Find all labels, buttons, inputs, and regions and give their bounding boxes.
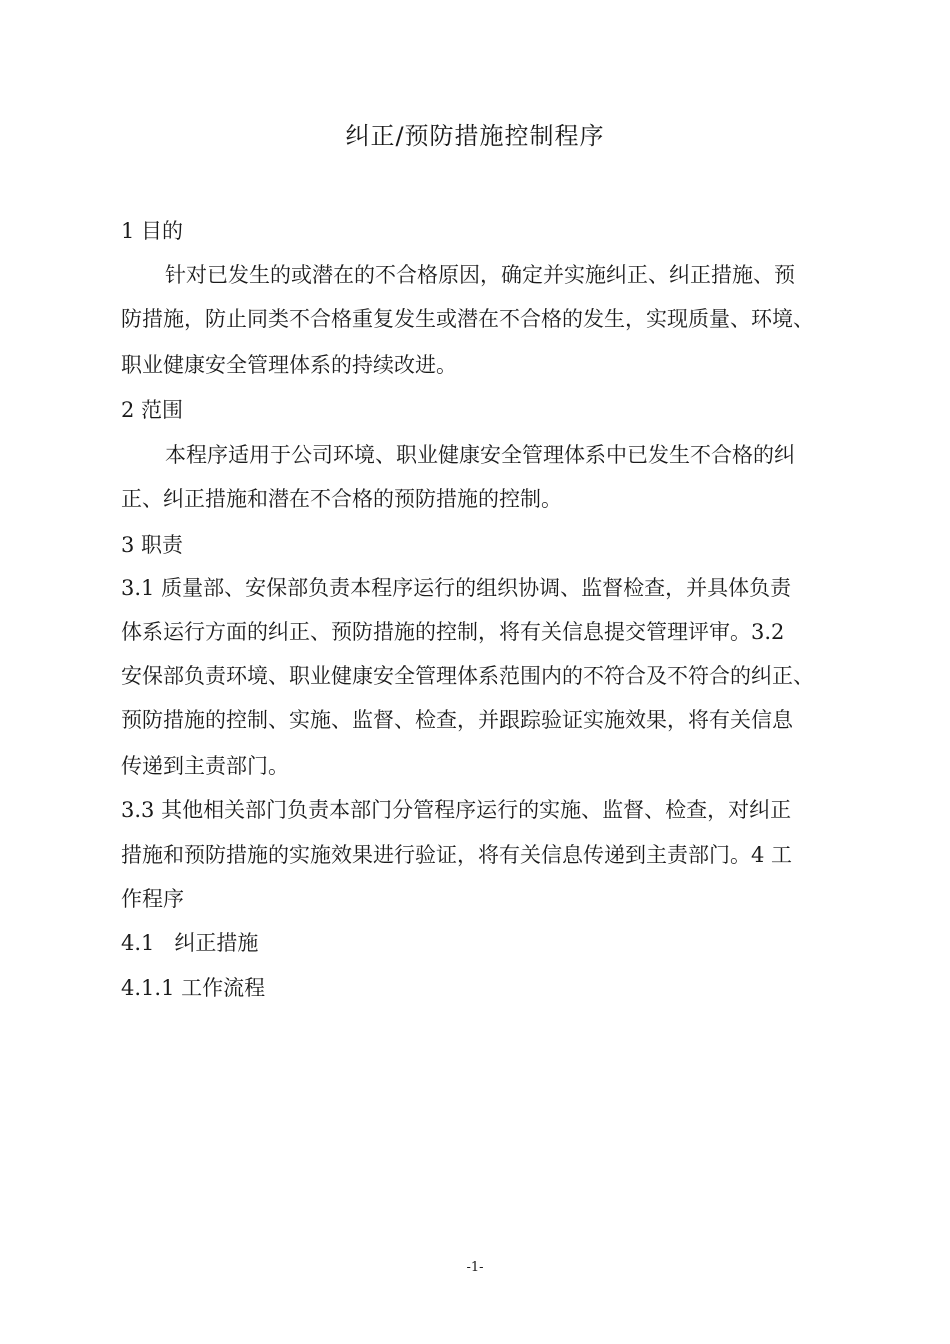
paragraph-line: 正、纠正措施和潜在不合格的预防措施的控制。 (121, 487, 562, 511)
paragraph-line: 3.1 质量部、安保部负责本程序运行的组织协调、监督检查，并具体负责 (121, 576, 792, 600)
page-number: -1- (466, 1260, 484, 1275)
paragraph-line: 职业健康安全管理体系的持续改进。 (121, 353, 457, 377)
document-title: 纠正/预防措施控制程序 (345, 122, 605, 150)
paragraph-line: 针对已发生的或潜在的不合格原因，确定并实施纠正、纠正措施、预 (165, 263, 795, 287)
paragraph-line: 防措施，防止同类不合格重复发生或潜在不合格的发生，实现质量、环境、 (121, 307, 814, 331)
paragraph-line: 作程序 (121, 887, 184, 911)
paragraph-line: 安保部负责环境、职业健康安全管理体系范围内的不符合及不符合的纠正、 (121, 664, 814, 688)
subsection-heading-corrective-action: 4.1 纠正措施 (121, 931, 259, 955)
section-heading-purpose: 1 目的 (121, 219, 184, 243)
paragraph-line: 体系运行方面的纠正、预防措施的控制，将有关信息提交管理评审。3.2 (121, 620, 785, 644)
paragraph-line: 传递到主责部门。 (121, 754, 289, 778)
subsection-heading-workflow: 4.1.1 工作流程 (121, 976, 266, 1000)
section-heading-responsibilities: 3 职责 (121, 533, 184, 557)
paragraph-line: 措施和预防措施的实施效果进行验证，将有关信息传递到主责部门。4 工 (121, 843, 793, 867)
section-heading-scope: 2 范围 (121, 398, 184, 422)
paragraph-line: 3.3 其他相关部门负责本部门分管程序运行的实施、监督、检查，对纠正 (121, 798, 792, 822)
paragraph-line: 预防措施的控制、实施、监督、检查，并跟踪验证实施效果，将有关信息 (121, 708, 793, 732)
paragraph-line: 本程序适用于公司环境、职业健康安全管理体系中已发生不合格的纠 (165, 443, 795, 467)
